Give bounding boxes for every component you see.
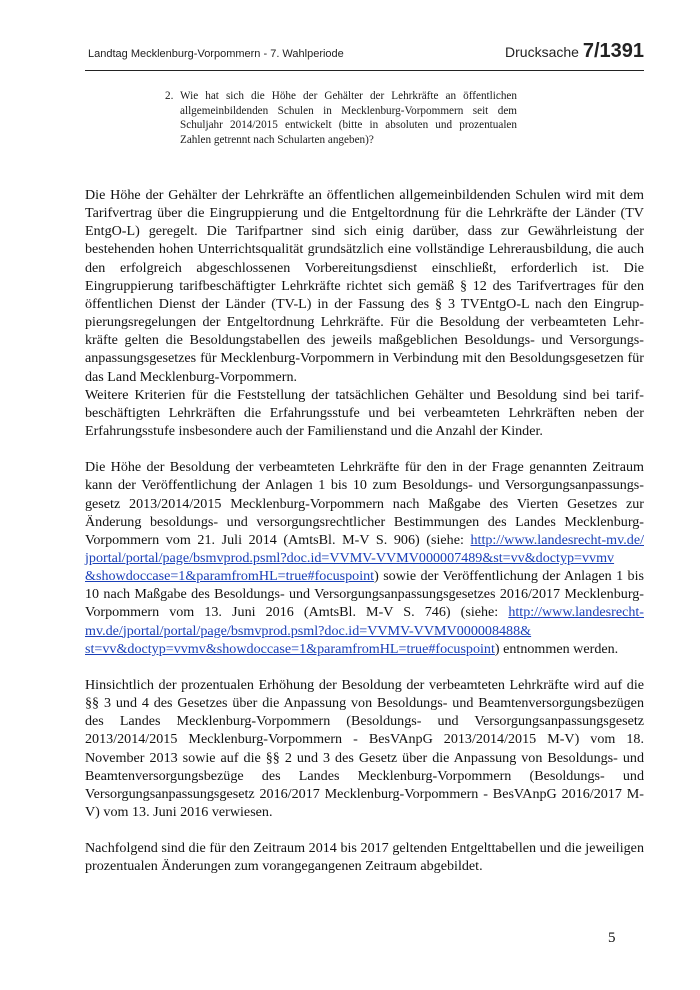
answer-paragraph-5: Nachfolgend sind die für den Zeitraum 2014 bis 2017 geltenden Entgelttabellen und die jeweiligen prozentualen Änderungen zum vorangegangenen Zeitraum abgebildet. [85, 840, 644, 875]
paragraph-3-text-a: Die Höhe der Besoldung der verbeamteten Lehrkräfte für den in der Frage genannten Zeitraum kann der Veröffentlichung der Anlagen 1 bis 10 zum Besoldungs- und Versorgungsanpassungsgesetz 2013/2014/2015 Mecklenburg-Vorpommern nach Maßgabe des Vierten Gesetzes zur Änderung besoldungs- und versorgungsrechtlicher Bestimmungen des Landes Mecklenburg-Vorpommern vom 21. Juli 2014 (AmtsBl. M-V S. 906) (siehe: [85, 459, 644, 548]
answer-paragraph-4: Hinsichtlich der prozentualen Erhöhung der Besoldung der verbeamteten Lehrkräfte wird auf die §§ 3 und 4 des Gesetzes über die Anpassung von Besoldungs- und Beamtenversorgungsbezügen des Landes Mecklenburg-Vorpommern (Besoldungs- und Versorgungsanpassungsgesetz 2013/2014/2015 Mecklenburg-Vorpommern - BesVAnpG 2013/2014/2015 M-V) vom 18. November 2013 sowie auf die §§ 2 und 3 des Gesetz über die Anpassung von Besoldungs- und Beamtenversorgungsbezüge des Landes Mecklenburg-Vorpommern (Besoldungs- und Versorgungsanpassungsgesetz 2016/2017 Mecklenburg-Vorpommern - BesVAnpG 2016/2017 M-V) vom 13. Juni 2016 verwiesen. [85, 676, 644, 820]
page-number: 5 [608, 930, 616, 946]
parliament-title: Landtag Mecklenburg-Vorpommern - 7. Wahlperiode [88, 48, 344, 60]
answer-paragraph-2: Weitere Kriterien für die Feststellung der tatsächlichen Gehälter und Besoldung sind bei tarifbeschäftigten Lehrkräften die Erfahrungsstufe und bei verbeamteten Lehrkräften neben der Erfahrungsstufe insbesondere auch der Familienstand und die Anzahl der Kinder. [85, 386, 644, 440]
landesrecht-link-2016[interactable]: http://www.​landesrecht-mv.de/jportal/portal/page/bsmvprod.psml?doc.id=VVMV-VVMV000008488&​st=vv&doctyp=vvmv&showdoccase=1&paramfromHL=true#focuspoint [85, 604, 644, 657]
paragraph-3-text-b: ) sowie der Veröffentlichung der Anlagen 1 bis 10 nach Maßgabe des Besoldungs- und Versorgungsanpassungsgesetzes 2016/2017 Mecklenburg-Vorpommern vom 13. Juni 2016 (AmtsBl. M-V S. 746) (siehe: [85, 568, 644, 621]
header-divider [85, 70, 644, 71]
answer-paragraph-3 [85, 458, 644, 658]
drucksache-number: 7/1391 [582, 40, 644, 62]
question-number: 2. [165, 90, 174, 102]
answer-body [85, 186, 644, 875]
question-block [165, 89, 517, 147]
drucksache-label: Drucksache [505, 44, 583, 60]
landesrecht-link-2014[interactable]: http://www.landesrecht-mv.de/​jportal/portal/page/bsmvprod.psml?doc.id=VVMV-VVMV000007489&st=vv&doctyp=vvmv​&showdoccase=1&paramfromHL=true#focuspoint [85, 531, 644, 585]
question-text: Wie hat sich die Höhe der Gehälter der Lehrkräfte an öffentlichen allgemeinbildenden Schulen in Mecklenburg-Vorpommern seit dem Schuljahr 2014/2015 entwickelt (bitte in absoluten und prozentualen Zahlen getrennt nach Schularten angeben)? [180, 90, 517, 146]
paragraph-3-text-c: ) entnommen werden. [494, 640, 619, 657]
page-header [85, 34, 644, 68]
document-number [505, 40, 644, 63]
answer-paragraph-1: Die Höhe der Gehälter der Lehrkräfte an öffentlichen allgemeinbildenden Schulen wird mit dem Tarifvertrag über die Eingruppierung und die Entgeltordnung für die Lehrkräfte der Länder (TV EntgO-L) geregelt. Die Tarifpartner sind sich einig darüber, dass zur Gewährleistung der bestehenden hohen Unterrichtsqualität grundsätzlich eine vollständige Lehrerausbildung, die auch den erfolgreich abgeschlossenen Vorbereitungsdienst einschließt, erforderlich ist. Die Eingruppierung tarifbeschäftigter Lehrkräfte richtet sich gemäß § 12 des Tarifvertrages für den öffentlichen Dienst der Länder (TV-L) in der Fassung des § 3 TVEntgO-L nach den Eingruppierungsregelungen der Entgeltordnung Lehrkräfte. Für die Besoldung der verbeamteten Lehrkräfte gelten die Besoldungstabellen des jeweils maßgeblichen Besoldungs- und Versorgungsanpassungsgesetzes für Mecklenburg-Vorpommern in Verbindung mit den Besoldungsgesetzen für das Land Mecklenburg-Vorpommern. [85, 187, 644, 385]
